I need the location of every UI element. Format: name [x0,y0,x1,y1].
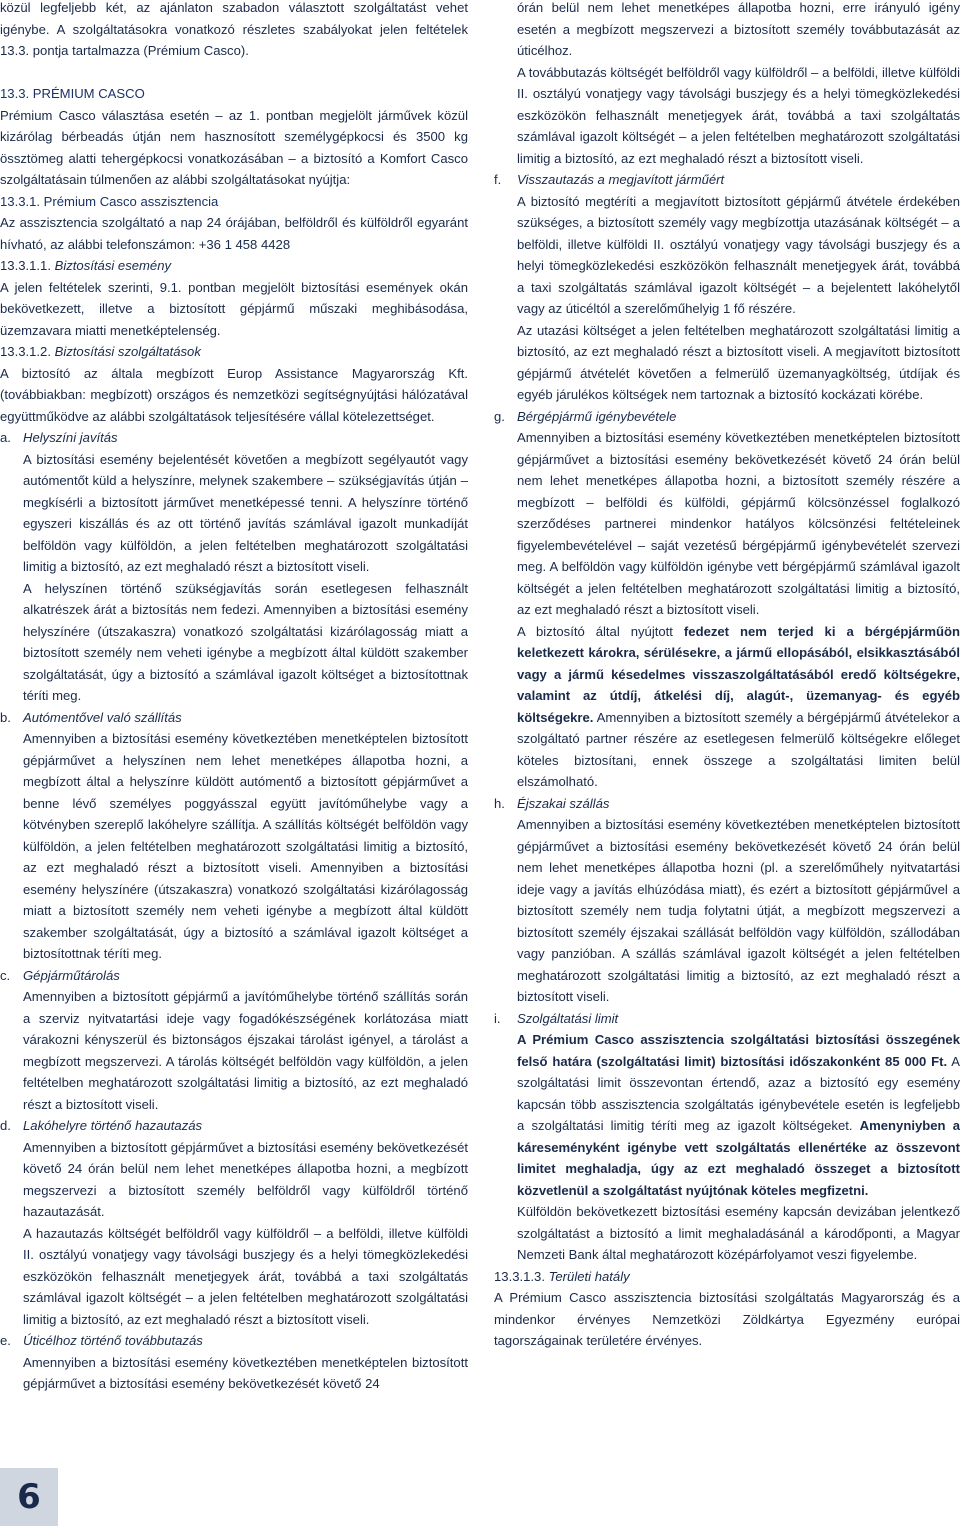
list-item-label: e. [0,1333,11,1348]
indented-paragraph: Az utazási költséget a jelen feltételben meghatározott szolgáltatási limitig a biztosító, az ezt meghaladó részt a biztosított viseli. A megjavított biztosított gépjármű átvételét követően a felmerülő üzemanyagköltség, útdíjak és egyéb járulékos költségek nem tartoznak a biztosító kockázati körébe. [517,322,960,402]
list-item-title: Lakóhelyre történő hazautazás [23,1118,203,1133]
list-item-heading [494,1008,960,1030]
list-item-label: f. [494,172,502,187]
left-column [0,0,468,1395]
subsection-number: 13.3.1.2. [0,344,51,359]
indented-paragraph: A továbbutazás költségét belföldről vagy külföldről – a belföldi, illetve külföldi II. osztályú vonatjegy vagy távolsági buszjegy és a helyi tömegközlekedési eszközökön felhasznált menetjegyek árát, továbbá a taxi szolgáltatás számlával igazolt költségét – a jelen feltételben meghatározott szolgáltatási limitig a biztosító, az ezt meghaladó részt a biztosított viseli. [517,64,960,166]
section-heading: 13.3. PRÉMIUM CASCO [0,86,145,101]
text-run: A biztosító által nyújtott [517,623,684,639]
indented-paragraph: Amennyiben a biztosított gépjárművet a biztosítási esemény bekövetkezését követő 24 órán belül nem lehet menetképes állapotba hozni, a megbízott megszervezi a biztosított személy belföldről vagy külföldről történő hazautazását. [23,1139,468,1219]
list-item-label: h. [494,795,505,811]
emphasized-text: Amenyniyben a káreseményként igénybe vett szolgáltatás ellenértéke az összevont limitet meghaladja, úgy az ezt meghaladó összeget a biztosított közvetlenül a szolgáltatást nyújtónak köteles megfizetni. [517,1118,960,1198]
emphasized-text: A Prémium Casco asszisztencia szolgáltatási biztosítási összegének felső határa (szolgáltatási limit) biztosítási időszakonként 85 000 Ft. [517,1032,960,1069]
list-item-heading [0,965,468,987]
section-heading: 13.3.1. Prémium Casco asszisztencia [0,193,219,209]
list-item-label: b. [0,709,11,725]
list-item-label: i. [494,1010,501,1026]
list-item-title: Autómentővel való szállítás [23,709,182,725]
list-item-heading [494,169,960,191]
indented-paragraph [494,621,960,793]
paragraph: A jelen feltételek szerinti, 9.1. pontban megjelölt biztosítási események okán bekövetkezett, illetve a biztosított gépjármű műszaki meghibásodása, üzemzavara miatti menetképtelenség. [0,279,468,338]
spacer [0,62,468,84]
subsection-number: 13.3.1.1. [0,258,51,273]
page-number: 6 [0,1468,58,1526]
indented-paragraph: A biztosító megtéríti a megjavított biztosított gépjármű átvétele érdekében szükséges, a biztosított személy vagy megbízottja utazásának költségét – a belföldi, illetve külföldi II. osztályú vonatjegy vagy távolsági buszjegy és a helyi tömegközlekedési eszközökön felhasznált menetjegyek árát, továbbá a taxi szolgáltatás számlával igazolt költségét – a bejelentett lakóhelytől vagy az úticéltól a szerelőműhelyig 1 fő részére. [517,193,960,316]
paragraph: Az asszisztencia szolgáltató a nap 24 órájában, belföldről és külföldről egyaránt hívható, az alábbi telefonszámon: +36 1 458 4428 [0,215,468,252]
indented-paragraph: A biztosítási esemény bejelentését követően a megbízott segélyautót vagy autómentőt küld a helyszínre, melynek szakembere – szükségjavítás útján – megkísérli a biztosított járművet menetképessé tenni. A helyszínre történő egyszeri kiszállás és az ott történő javítás számlával igazolt munkadíját belföldön vagy külföldön, a jelen feltételben meghatározott szolgáltatási limitig a biztosító, az ezt meghaladó részt a biztosított viseli. [23,451,468,574]
paragraph: Prémium Casco választása esetén – az 1. pontban megjelölt járművek közül kizárólag bérbeadás útján nem hasznosított személygépkocsi és 3500 kg össztömeg alatti tehergépkocsi vonatkozásában – a biztosító a Komfort Casco szolgáltatásain túlmenően az alábbi szolgáltatásokat nyújtja: [0,107,468,187]
paragraph: A biztosító az általa megbízott Europ Assistance Magyarország Kft. (továbbiakban: megbízott) országos és nemzetközi segítségnyújtási hálózatával együttműködve az alábbi szolgáltatások teljesítésére vállal kötelezettséget. [0,365,468,424]
indented-paragraph: Amennyiben a biztosítási esemény következtében menetképtelen biztosított gépjárművet a biztosítási esemény bekövetkezését követő 24 [23,1354,468,1391]
text-run: Amennyiben a biztosított személy a bérgépjármű átvételekor a szolgáltató partner részére az esetlegesen felmerülő költségekre előleget köteles biztosítani, ennek összege a szolgáltatási limiten belül elszámolható. [517,709,960,789]
subsection-title: Biztosítási szolgáltatások [54,344,201,359]
subsection-heading [0,255,468,277]
indented-paragraph: Amennyiben a biztosítási esemény következtében menetképtelen biztosított gépjárművet a biztosítási esemény bekövetkezését követő 24 órán belül nem lehet menetképes állapotba hozni (pl. a szerelőműhely nyitvatartási ideje vagy a javítás elhúzódása miatt), és ezért a biztosított gépjárművel a biztosított személy nem tudja folytatni útját, a megbízott megszervezi a biztosított személy éjszakai szállását belföldön vagy külföldön, szállodában vagy panzióban. A szállás számlával igazolt költségét a jelen feltételben meghatározott szolgáltatási limitig a biztosító, az ezt meghaladó részt a biztosított viseli. [517,817,960,1004]
indented-paragraph: A helyszínen történő szükségjavítás során esetlegesen felhasznált alkatrészek árát a biztosítás nem fedezi. Amennyiben a biztosítási esemény helyszínére (útszakaszra) vonatkozó szolgáltatási kizárólagosság miatt a biztosított személy nem veheti igénybe a megbízott által küldött szakember szolgáltatását, úgy a biztosító a számlával igazolt költséget a biztosítottnak téríti meg. [23,580,468,703]
list-item-heading [0,427,468,449]
indented-paragraph: Amennyiben a biztosított gépjármű a javítóműhelybe történő szállítás során a szerviz nyitvatartási ideje vagy fogadókészségének korlátozása miatt várakozni kényszerül és biztonságos éjszakai tárolást igényel, a tárolást a megbízott megszervezi. A tárolás költségét belföldön vagy külföldön, a jelen feltételben meghatározott szolgáltatási limitig a biztosító, az ezt meghaladó részt a biztosított viseli. [23,989,468,1112]
subsection-title: Területi hatály [548,1268,630,1284]
list-item-heading [0,1330,468,1352]
indented-paragraph [494,1029,960,1201]
list-item-heading [0,707,468,729]
text-run: A szolgáltatási limit összevontan értendő, azaz a biztosító egy esemény kapcsán több asszisztencia szolgáltatás igénybevétele esetén is legfeljebb a szolgáltatási limitig téríti meg az igazolt költségeket. [517,1053,960,1133]
subsection-number: 13.3.1.3. [494,1268,545,1284]
list-item-title: Bérgépjármű igénybevétele [517,408,677,424]
indented-paragraph: Külföldön bekövetkezett biztosítási esemény kapcsán devizában jelentkező szolgáltatást a biztosító a limit meghaladásánál a károdőponti, a Magyar Nemzeti Bank által meghatározott középárfolyamot veszi figyelembe. [517,1204,960,1262]
list-item-label: g. [494,408,505,424]
indented-paragraph: A hazautazás költségét belföldről vagy külföldről – a belföldi, illetve külföldi II. osztályú vonatjegy vagy távolsági buszjegy és a helyi tömegközlekedési eszközökön felhasznált menetjegyek árát, továbbá a taxi szolgáltatás számlával igazolt költségét – a jelen feltételben meghatározott szolgáltatási limitig a biztosító, az ezt meghaladó részt a biztosított viseli. [23,1225,468,1327]
indented-paragraph: órán belül nem lehet menetképes állapotba hozni, erre irányuló igény esetén a megbízott megszervezi a biztosított személy továbbutazását az úticélhoz. [517,0,960,58]
paragraph: A Prémium Casco asszisztencia biztosítási szolgáltatás Magyarország és a mindenkor érvényes Nemzetközi Zöldkártya Egyezmény európai tagországainak területére érvényes. [494,1290,960,1348]
list-item-heading [494,406,960,428]
list-item-title: Éjszakai szállás [517,795,610,811]
subsection-title: Biztosítási esemény [54,258,172,273]
list-item-heading [494,793,960,815]
list-item-heading [0,1115,468,1137]
list-item-label: c. [0,967,11,983]
list-item-label: d. [0,1118,11,1133]
list-item-title: Gépjárműtárolás [23,967,120,983]
list-item-title: Visszautazás a megjavított járműért [517,172,725,187]
emphasized-text: fedezet nem terjed ki a bérgépjárműön keletkezett károkra, sérülésekre, a jármű ellopásából, elsikkasztásából vagy a jármű késedelmes visszaszolgáltatásából eredő költségekre, valamint az útdíj, átkelési díj, alagút-, üzemanyag- és egyéb költségekre. [517,623,960,725]
subsection-heading [494,1266,960,1288]
paragraph: közül legfeljebb két, az ajánlaton szabadon választott szolgáltatást vehet igénybe. A szolgáltatásokra vonatkozó részletes szabályokat jelen feltételek 13.3. pontja tartalmazza (Prémium Casco). [0,0,468,58]
indented-paragraph: Amennyiben a biztosítási esemény következtében menetképtelen biztosított gépjárművet a helyszínen nem lehet menetképes állapotba hozni, a megbízott által a helyszínre küldött autómentő a biztosított gépjárművet a benne lévő személyes poggyásszal együtt javítóműhelybe vagy a kötvényben szereplő lakóhelyre szállítja. A szállítás költségét belföldön vagy külföldön, a jelen feltételben meghatározott szolgáltatási limitig a biztosító, az ezt meghaladó részt a biztosított viseli. Amennyiben a biztosítási esemény helyszínére (útszakaszra) vonatkozó szolgáltatási kizárólagosság miatt a biztosított személy nem veheti igénybe a megbízott által küldött szakember szolgáltatását, úgy a biztosító a számlával igazolt költséget a biztosítottnak téríti meg. [23,731,468,961]
list-item-label: a. [0,430,11,445]
right-column [494,0,960,1352]
list-item-title: Szolgáltatási limit [517,1010,619,1026]
list-item-title: Úticélhoz történő továbbutazás [23,1333,203,1348]
list-item-title: Helyszíni javítás [23,430,118,445]
subsection-heading [0,341,468,363]
indented-paragraph: Amennyiben a biztosítási esemény következtében menetképtelen biztosított gépjárművet a biztosítási esemény bekövetkezését követő 24 órán belül nem lehet menetképes állapotba hozni, a biztosított személy részére a megbízott – belföldi és külföldi, gépjármű kölcsönzéssel foglalkozó szerződéses partnerei mindenkor hatályos kölcsönzési feltételeinek figyelembevételével – saját vezetésű bérgépjármű igénybevételét szervezi meg. A belföldön vagy külföldön igénybe vett bérgépjármű számlával igazolt költségét a jelen feltételben meghatározott szolgáltatási limitig a biztosító, az ezt meghaladó részt a biztosított viseli. [517,430,960,617]
